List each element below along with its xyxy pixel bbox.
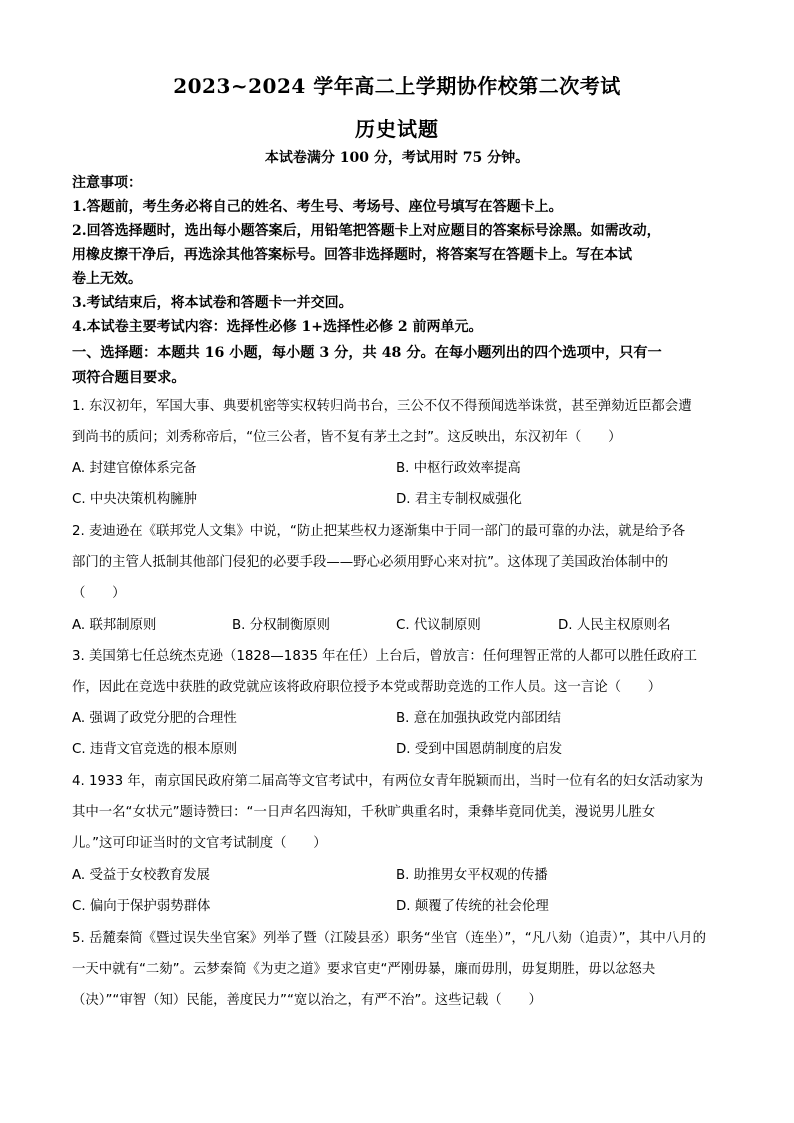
option-b[interactable]: B. 中枢行政效率提高 bbox=[396, 461, 521, 476]
stem-line: 其中一名“女状元”题诗赞曰：“一日声名四海知，千秋旷典重名时，秉彝毕竟同优美，漫说男儿胜女 bbox=[72, 805, 656, 820]
question-2-stem bbox=[72, 516, 724, 609]
option-c[interactable]: C. 偏向于保护弱势群体 bbox=[72, 899, 211, 914]
notice-line: 用橡皮擦干净后，再选涂其他答案标号。回答非选择题时，将答案写在答题卡上。写在本试 bbox=[72, 247, 632, 263]
question-1-options-row-1 bbox=[72, 453, 724, 484]
notice-line: 卷上无效。 bbox=[72, 271, 142, 287]
notice-block bbox=[72, 171, 724, 339]
stem-line: （ ） bbox=[72, 586, 126, 601]
stem-line: 1. 东汉初年，军国大事、典要机密等实权转归尚书台，三公不仅不得预闻选举诛赏，甚至弹劾近臣都会遭 bbox=[72, 399, 692, 414]
stem-line: 儿。”这可印证当时的文官考试制度（ ） bbox=[72, 836, 327, 851]
section-heading bbox=[72, 341, 726, 391]
question-2-options-row bbox=[72, 610, 724, 641]
option-a[interactable]: A. 受益于女校教育发展 bbox=[72, 868, 210, 883]
option-c[interactable]: C. 违背文官竞选的根本原则 bbox=[72, 742, 238, 757]
section-line: 项符合题目要求。 bbox=[72, 370, 186, 386]
option-a[interactable]: A. 强调了政党分肥的合理性 bbox=[72, 711, 237, 726]
stem-line: （决）”“审智（知）民能，善度民力”“宽以治之，有严不治”。这些记载（ ） bbox=[72, 993, 542, 1008]
exam-title: 2023~2024 学年高二上学期协作校第二次考试 bbox=[173, 74, 621, 98]
option-b[interactable]: B. 意在加强执政党内部团结 bbox=[396, 711, 561, 726]
stem-line: 到尚书的质问；刘秀称帝后，“位三公者，皆不复有茅土之封”。这反映出，东汉初年（ ） bbox=[72, 430, 622, 445]
notice-line: 2.回答选择题时，选出每小题答案后，用铅笔把答题卡上对应题目的答案标号涂黑。如需改动， bbox=[72, 223, 661, 239]
notice-line: 1.答题前，考生务必将自己的姓名、考生号、考场号、座位号填写在答题卡上。 bbox=[72, 199, 563, 215]
option-c[interactable]: C. 中央决策机构臃肿 bbox=[72, 492, 197, 507]
notice-line: 3.考试结束后，将本试卷和答题卡一并交回。 bbox=[72, 295, 353, 311]
stem-line: 作，因此在竞选中获胜的政党就应该将政府职位授予本党或帮助竞选的工作人员。这一言论（ ） bbox=[72, 680, 662, 695]
question-4-options-row-1 bbox=[72, 860, 724, 891]
notice-line: 4.本试卷主要考试内容：选择性必修 1+选择性必修 2 前两单元。 bbox=[72, 319, 483, 335]
section-line: 一、选择题：本题共 16 小题，每小题 3 分，共 48 分。在每小题列出的四个选项中，只有一 bbox=[72, 345, 662, 361]
subject-title: 历史试题 bbox=[355, 117, 439, 141]
stem-line: 4. 1933 年，南京国民政府第二届高等文官考试中，有两位女青年脱颖而出，当时一位有名的妇女活动家为 bbox=[72, 774, 704, 789]
question-4-stem bbox=[72, 766, 724, 859]
exam-info: 本试卷满分 100 分，考试用时 75 分钟。 bbox=[264, 150, 530, 166]
option-d[interactable]: D. 人民主权原则名 bbox=[558, 618, 671, 633]
question-3-options-row-1 bbox=[72, 703, 724, 734]
stem-line: 5. 岳麓秦简《暨过误失坐官案》列举了暨（江陵县丞）职务“坐官（连坐）”，“凡八劾（追责）”，其中八月的 bbox=[72, 931, 706, 946]
question-3-options-row-2 bbox=[72, 734, 724, 765]
notice-heading: 注意事项： bbox=[72, 175, 142, 191]
question-1-stem bbox=[72, 391, 724, 453]
option-a[interactable]: A. 联邦制原则 bbox=[72, 618, 157, 633]
stem-line: 部门的主管人抵制其他部门侵犯的必要手段——野心必须用野心来对抗”。这体现了美国政治体制中的 bbox=[72, 555, 669, 570]
option-d[interactable]: D. 颠覆了传统的社会伦理 bbox=[396, 899, 549, 914]
option-d[interactable]: D. 受到中国恩荫制度的启发 bbox=[396, 742, 563, 757]
stem-line: 3. 美国第七任总统杰克逊（1828—1835 年在任）上台后，曾放言：任何理智正常的人都可以胜任政府工 bbox=[72, 649, 698, 664]
option-b[interactable]: B. 助推男女平权观的传播 bbox=[396, 868, 548, 883]
option-d[interactable]: D. 君主专制权威强化 bbox=[396, 492, 522, 507]
question-4-options-row-2 bbox=[72, 891, 724, 922]
stem-line: 一天中就有“二劾”。云梦秦简《为吏之道》要求官吏“严刚毋暴，廉而毋刖，毋复期胜，毋以忿怒夬 bbox=[72, 962, 656, 977]
stem-line: 2. 麦迪逊在《联邦党人文集》中说，“防止把某些权力逐渐集中于同一部门的最可靠的办法，就是给予各 bbox=[72, 524, 686, 539]
option-a[interactable]: A. 封建官僚体系完备 bbox=[72, 461, 197, 476]
option-b[interactable]: B. 分权制衡原则 bbox=[232, 618, 331, 633]
question-3-stem bbox=[72, 641, 724, 703]
question-5-stem bbox=[72, 923, 724, 1016]
question-1-options-row-2 bbox=[72, 484, 724, 515]
option-c[interactable]: C. 代议制原则 bbox=[396, 618, 481, 633]
